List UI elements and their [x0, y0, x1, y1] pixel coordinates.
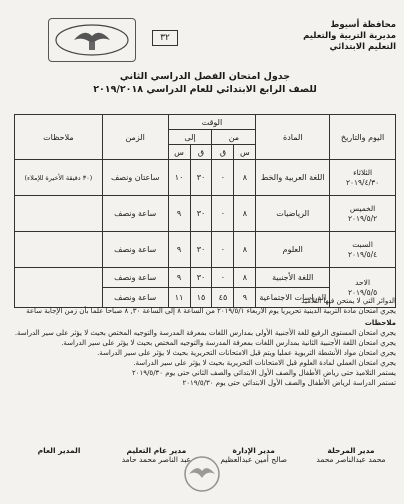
- subject-cell: اللغة العربية والخط: [256, 160, 330, 196]
- subject-cell: الرياضيات: [256, 196, 330, 232]
- signature-block: [306, 446, 396, 464]
- document-code: ٣٢: [152, 30, 178, 46]
- day-date-cell: [330, 160, 396, 196]
- subject-cell: اللغة الأجنبية: [256, 268, 330, 288]
- exam-schedule-table: [14, 114, 396, 308]
- duration-cell: ساعة ونصف: [102, 232, 168, 268]
- to-minute-cell: ٣٠: [190, 160, 212, 196]
- to-minute-cell: ٣٠: [190, 196, 212, 232]
- header-line-department: التعليم الابتدائي: [329, 42, 396, 52]
- header-subject: المادة: [256, 115, 330, 160]
- to-hour-cell: ١٠: [168, 160, 190, 196]
- subject-cell: الدراسات الاجتماعية: [256, 288, 330, 308]
- header-line-directorate: مديرية التربية والتعليم: [303, 31, 396, 41]
- pre-note: الدوائر التي لا يمتحن فيها التلاميذ: [301, 297, 396, 305]
- note-item: يجري امتحان العملي لمادة العلوم قبل الامتحانات التحريرية بحيث لا يؤثر على سير الدراسة.: [133, 359, 396, 367]
- header-from: من: [212, 130, 256, 145]
- header-day-date: اليوم والتاريخ: [330, 115, 396, 160]
- duration-cell: ساعة ونصف: [102, 268, 168, 288]
- to-hour-cell: ٩: [168, 232, 190, 268]
- day-date-cell: [330, 196, 396, 232]
- notes-section: [14, 296, 396, 388]
- ministry-logo: [48, 18, 136, 62]
- notes-heading: ملاحظات: [364, 319, 396, 327]
- table-row: [15, 160, 396, 196]
- signature-role: مدير عام التعليم: [126, 446, 187, 455]
- eagle-emblem-icon: [52, 22, 132, 58]
- to-minute-cell: ٣٠: [190, 232, 212, 268]
- header-to-minute: ق: [190, 145, 212, 160]
- duration-cell: ساعة ونصف: [102, 288, 168, 308]
- note-item: يستمر التلاميذ حتى رياض الأطفال والصف الأول الابتدائي والصف الثاني حتى يوم ٢٠١٩/٥/٣٠: [132, 369, 396, 377]
- from-minute-cell: ٠: [212, 232, 234, 268]
- signature-name: عبد الناصر محمد حامد: [121, 455, 191, 464]
- note-item: يجري امتحان مواد الأنشطة التربوية عمليا ويتم قبل الامتحانات التحريرية بحيث لا يؤثر على سير الدراسة.: [97, 349, 396, 357]
- from-minute-cell: ٠: [212, 160, 234, 196]
- from-hour-cell: ٨: [234, 232, 256, 268]
- from-hour-cell: ٩: [234, 288, 256, 308]
- exam-date: ٢٠١٩/٤/٣٠: [345, 177, 380, 187]
- day-name: الاحد: [355, 277, 371, 287]
- duration-cell: ساعتان ونصف: [102, 160, 168, 196]
- to-minute-cell: ٣٠: [190, 268, 212, 288]
- notes-cell: [15, 232, 103, 268]
- subject-cell: العلوم: [256, 232, 330, 268]
- signature-role: مدير الإدارة: [232, 446, 275, 455]
- title-line-1: جدول امتحان الفصل الدراسي الثاني: [119, 71, 291, 82]
- to-hour-cell: ٩: [168, 268, 190, 288]
- signature-name: صالح أمين عبدالعظيم: [220, 455, 288, 464]
- header-to-hour: س: [168, 145, 190, 160]
- notes-cell: [15, 196, 103, 232]
- header-time: الوقت: [168, 115, 256, 130]
- header-line-governorate: محافظة أسيوط: [330, 20, 396, 30]
- day-date-cell: [330, 232, 396, 268]
- to-hour-cell: ٩: [168, 196, 190, 232]
- header-authority: [276, 20, 396, 53]
- signature-name: محمد عبدالناصر محمد: [316, 455, 386, 464]
- note-item: تستمر الدراسة لرياض الأطفال والصف الأول الابتدائي حتى يوم ٢٠١٩/٥/٣٠: [182, 379, 396, 387]
- signatures-row: [14, 446, 396, 464]
- duration-cell: ساعة ونصف: [102, 196, 168, 232]
- from-minute-cell: ٠: [212, 196, 234, 232]
- note-item: يجري امتحان اللغة الأجنبية الثانية بمدارس اللغات بمعرفة المدرسة والتوجيه المختص بحيث لا يؤثر على سير الدراسة.: [61, 339, 396, 347]
- exam-date: ٢٠١٩/٥/٥: [347, 287, 378, 297]
- header-duration: الزمن: [102, 115, 168, 160]
- signature-role: مدير المرحلة: [327, 446, 375, 455]
- exam-date: ٢٠١٩/٥/٢: [347, 213, 378, 223]
- from-hour-cell: ٨: [234, 160, 256, 196]
- header-from-minute: ق: [212, 145, 234, 160]
- header-from-hour: س: [234, 145, 256, 160]
- note-item: يجري امتحان المستوى الرفيع للغة الأجنبية الأولى بمدارس اللغات بمعرفة المدرسة والتوجيه المختص بحيث لا يؤثر على سير الدراسة.: [14, 329, 396, 337]
- exam-date: ٢٠١٩/٥/٤: [347, 249, 378, 259]
- to-hour-cell: ١١: [168, 288, 190, 308]
- notes-cell: (٣٠ دقيقة الأخيرة للإملاء): [15, 160, 103, 196]
- table-row: [15, 232, 396, 268]
- to-minute-cell: ١٥: [190, 288, 212, 308]
- signature-role: المدير العام: [37, 446, 81, 455]
- from-hour-cell: ٨: [234, 196, 256, 232]
- header-notes: ملاحظات: [15, 115, 103, 160]
- from-minute-cell: ٤٥: [212, 288, 234, 308]
- title-line-2: للصف الرابع الابتدائي للعام الدراسي ٢٠١٩/٢٠١٨: [93, 84, 317, 95]
- header-to: إلى: [168, 130, 212, 145]
- day-name: الثلاثاء: [353, 167, 373, 177]
- signature-block: [14, 446, 104, 464]
- signature-block: [209, 446, 299, 464]
- signature-block: [111, 446, 201, 464]
- day-name: السبت: [352, 239, 373, 249]
- pre-note: يجري امتحان مادة التربية الدينية تحريريا يوم الاربعاء ٢٠١٩/٥/١ من الساعة ٨ إلى الساعة ٣٠, ٨ صباحا علما بأن زمن الإجابة ساعة: [26, 307, 396, 315]
- table-row: [15, 196, 396, 232]
- page-title: [30, 70, 380, 96]
- table-row: [15, 268, 396, 288]
- day-name: الخميس: [349, 203, 376, 213]
- from-hour-cell: ٨: [234, 268, 256, 288]
- from-minute-cell: ٠: [212, 268, 234, 288]
